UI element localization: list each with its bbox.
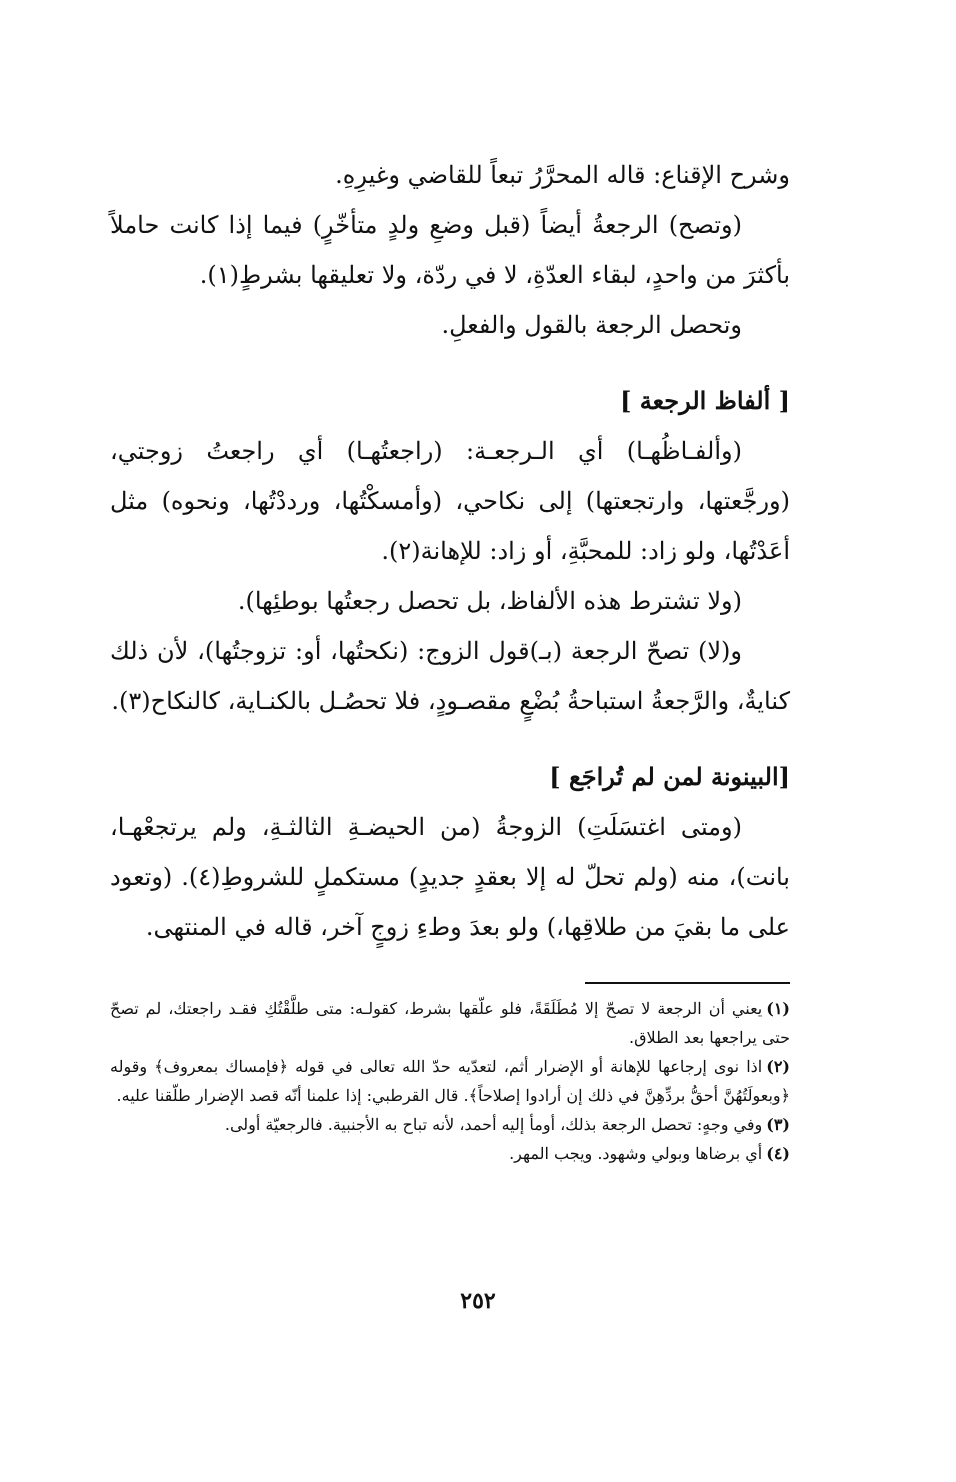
paragraph: وتحصل الرجعة بالقول والفعلِ. bbox=[441, 311, 742, 339]
page-body bbox=[110, 150, 790, 1168]
footnote-1 bbox=[110, 994, 790, 1052]
footnote-3 bbox=[110, 1110, 790, 1139]
footnote-number: (١) bbox=[766, 999, 790, 1018]
section-heading-baynuna: [البينونة لمن لم تُراجَع ] bbox=[549, 762, 790, 791]
section-heading-alfaz: [ ألفاظ الرجعة ] bbox=[620, 386, 790, 415]
paragraph: وشرح الإقناع: قاله المحرَّرُ تبعاً للقاضي وغيرِهِ. bbox=[335, 161, 790, 189]
paragraph: و(لا) تصحّ الرجعة (بـ)قول الزوج: (نكحتُها، أو: تزوجتُها)، لأن ذلك كنايةٌ، والرَّجعةُ استباحةُ بُضْعٍ مقصـودٍ، فلا تحصُـل بالكنـاية، كالنكاح(٣). bbox=[110, 637, 790, 715]
footnote-text: يعني أن الرجعة لا تصحّ إلا مُطَلَقَةً، فلو علّقها بشرط، كقولـه: متى طلَّقْتُكِ فقـد راجعتك، لم تصحّ حتى يراجعها بعد الطلاق. bbox=[110, 999, 790, 1047]
page-number: ٢٥٢ bbox=[460, 1288, 496, 1314]
footnote-4 bbox=[110, 1139, 790, 1168]
footnote-text: اذا نوى إرجاعها للإهانة أو الإضرار أثم، لتعدّيه حدّ الله تعالى في قوله ﴿فإمساك بمعروف﴾ وقوله ﴿وبعولَتُهُنَّ أحقُّ بردِّهِنَّ في ذلك إن أرادوا إصلاحاً﴾. قال القرطبي: إذا علمنا أنّه قصد الإضرار طلّقنا عليه. bbox=[110, 1057, 790, 1105]
paragraph: (وألفـاظُهـا) أي الـرجعـة: (راجعتُهـا) أي راجعتُ زوجتي، (ورجَّعتها، وارتجعتها) إلى نكاحي، (وأمسكْتُها، ورددْتُها، ونحوه) مثل أعَدْتُها، ولو زاد: للمحبَّةِ، أو زاد: للإهانة(٢). bbox=[110, 437, 790, 565]
footnote-number: (٢) bbox=[766, 1057, 790, 1076]
footnote-text: وفي وجهٍ: تحصل الرجعة بذلك، أومأ إليه أحمد، لأنه تباح به الأجنبية. فالرجعيّة أولى. bbox=[224, 1115, 763, 1134]
footnote-number: (٣) bbox=[766, 1115, 790, 1134]
paragraph: (ولا تشترط هذه الألفاظ، بل تحصل رجعتُها بوطئِها). bbox=[237, 587, 742, 615]
footnote-text: أي برضاها وبولي وشهود. ويجب المهر. bbox=[509, 1144, 763, 1163]
footnote-number: (٤) bbox=[766, 1144, 790, 1163]
footnote-2 bbox=[110, 1052, 790, 1110]
footnote-divider bbox=[585, 982, 790, 984]
paragraph: (وتصح) الرجعةُ أيضاً (قبل وضعِ ولدٍ متأخّرٍ) فيما إذا كانت حاملاً بأكثرَ من واحدٍ، لبقاء العدّةِ، لا في ردّة، ولا تعليقها بشرطٍ(١). bbox=[110, 211, 790, 289]
footnotes bbox=[110, 994, 790, 1168]
paragraph: (ومتى اغتسَلَتِ) الزوجةُ (من الحيضـةِ الثالثـةِ، ولم يرتجعْهـا، بانت)، منه (ولم تحلّ له إلا بعقدٍ جديدٍ) مستكملٍ للشروطِ(٤). (وتعود على ما بقيَ من طلاقِها،) ولو بعدَ وطءِ زوجٍ آخر، قاله في المنتهى. bbox=[110, 813, 790, 941]
